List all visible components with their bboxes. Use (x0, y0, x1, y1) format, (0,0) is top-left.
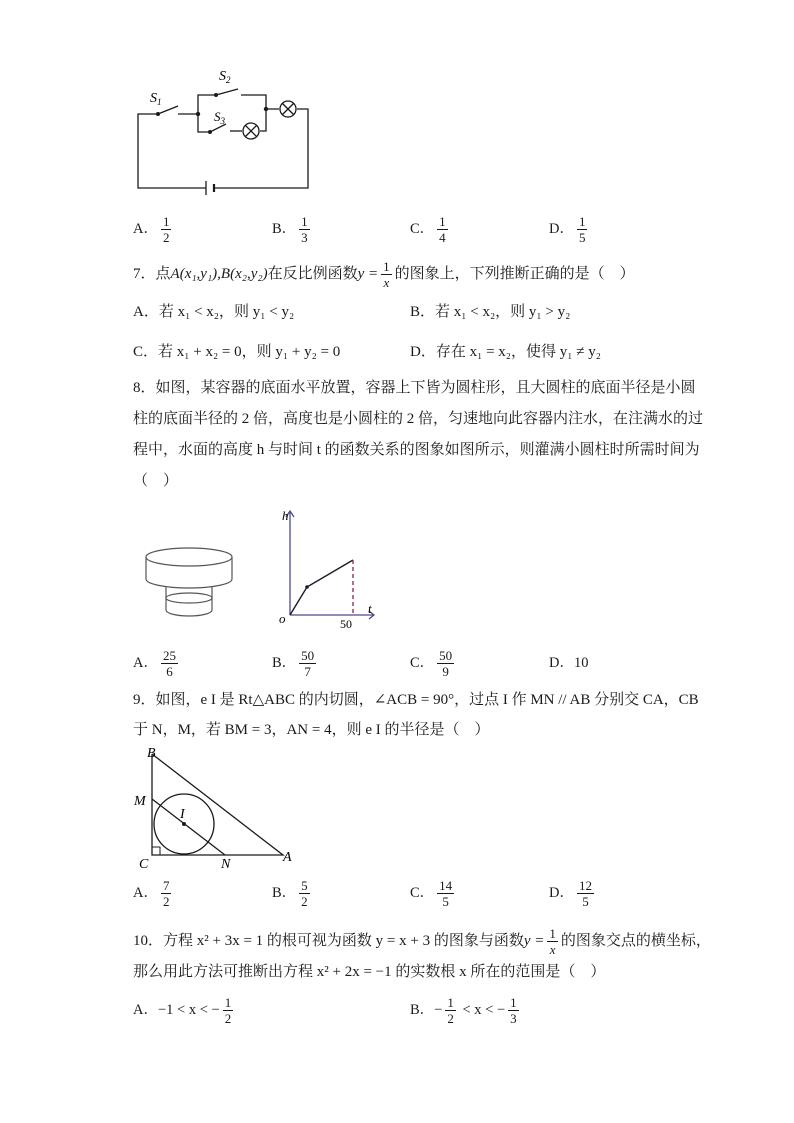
q10-option-a[interactable]: A．−1 < x < − $\frac{1}{2}$ (133, 995, 232, 1026)
q9-option-d[interactable]: D． $\frac{12}{5}$ (549, 878, 592, 909)
label-c: C (139, 857, 149, 872)
q7-option-b[interactable]: B．若 x₁ < x₂，则 y₁ > y₂ (410, 304, 571, 320)
q8-line2: 柱的底面半径的 2 倍，高度也是小圆柱的 2 倍，匀速地向此容器内注水，在注满水的过 (133, 411, 704, 427)
s1-label: $S_1$ (150, 91, 162, 107)
circuit-diagram (130, 62, 330, 197)
q6-d-fraction: $\frac{1}{5}$ (578, 214, 586, 245)
label-n: N (221, 857, 231, 872)
height-time-graph (276, 505, 386, 630)
s3-label: $S_3$ (214, 109, 225, 126)
q8-line3: 程中，水面的高度 h 与时间 t 的函数关系的图象如图所示，则灌满小圆柱时所需时间为 (133, 442, 700, 458)
q8-option-c[interactable]: C． $\frac{50}{9}$ (410, 648, 453, 679)
triangle-incircle-figure (130, 744, 305, 872)
label-m: M (134, 794, 146, 809)
q9-option-b[interactable]: B． $\frac{5}{2}$ (272, 878, 308, 909)
q7-option-c[interactable]: C．若 x₁ + x₂ = 0，则 y₁ + y₂ = 0 (133, 344, 341, 360)
h-axis-label: h (282, 508, 289, 523)
q9-line1: 9．如图，e I 是 Rt△ABC 的内切圆，∠ACB = 90°，过点 I 作 MN // AB 分别交 CA，CB (133, 692, 699, 708)
q8-line4: （ ） (133, 473, 179, 489)
q6-a-fraction: $\frac{1}{2}$ (162, 214, 170, 245)
q9-option-a[interactable]: A． $\frac{7}{2}$ (133, 878, 170, 909)
q6-b-fraction: $\frac{1}{3}$ (301, 214, 308, 245)
q8-option-d[interactable]: D．10 (549, 655, 589, 671)
q6-option-d[interactable]: D． $\frac{1}{5}$ (549, 214, 586, 245)
triangle (152, 754, 283, 855)
q9-line2: 于 N，M，若 BM = 3，AN = 4，则 e I 的半径是（ ） (133, 722, 490, 738)
t-axis-label: t (368, 601, 372, 616)
tick-50-label: 50 (340, 617, 352, 630)
label-i: I (180, 807, 185, 822)
q8-line1: 8．如图，某容器的底面水平放置，容器上下皆为圆柱形，且大圆柱的底面半径是小圆 (133, 380, 696, 396)
q6-option-b[interactable]: B． $\frac{1}{3}$ (272, 214, 308, 245)
q9-option-c[interactable]: C． $\frac{14}{5}$ (410, 878, 453, 909)
q6-option-c[interactable]: C． $\frac{1}{4}$ (410, 214, 446, 245)
q8-option-b[interactable]: B． $\frac{50}{7}$ (272, 648, 315, 679)
graph-line (290, 560, 353, 615)
q7-stem: 7．点A(x₁,y₁),B(x₂,y₂)在反比例函数y = $\frac{1}{x}$ 的图象上，下列推断正确的是（ ） (133, 259, 635, 290)
label-a: A (283, 850, 292, 865)
q7-option-d[interactable]: D．存在 x₁ = x₂，使得 y₁ ≠ y₂ (410, 344, 601, 360)
q6-option-a[interactable]: A． $\frac{1}{2}$ (133, 214, 170, 245)
label-b: B (147, 746, 156, 761)
q7-option-a[interactable]: A．若 x₁ < x₂，则 y₁ < y₂ (133, 304, 295, 320)
origin-label: o (279, 611, 286, 626)
q8-option-a[interactable]: A． $\frac{25}{6}$ (133, 648, 176, 679)
q10-line1: 10．方程 x² + 3x = 1 的根可视为函数 y = x + 3 的图象与函数y = $\frac{1}{x}$ 的图象交点的横坐标， (133, 926, 711, 957)
q10-line2: 那么用此方法可推断出方程 x² + 2x = −1 的实数根 x 所在的范围是（ ） (133, 964, 606, 980)
s2-label: $S_2$ (219, 69, 231, 85)
q6-c-fraction: $\frac{1}{4}$ (439, 214, 446, 245)
container-figure (140, 545, 240, 620)
q10-option-b[interactable]: B．− $\frac{1}{2}$ < x < − $\frac{1}{3}$ (410, 995, 517, 1026)
